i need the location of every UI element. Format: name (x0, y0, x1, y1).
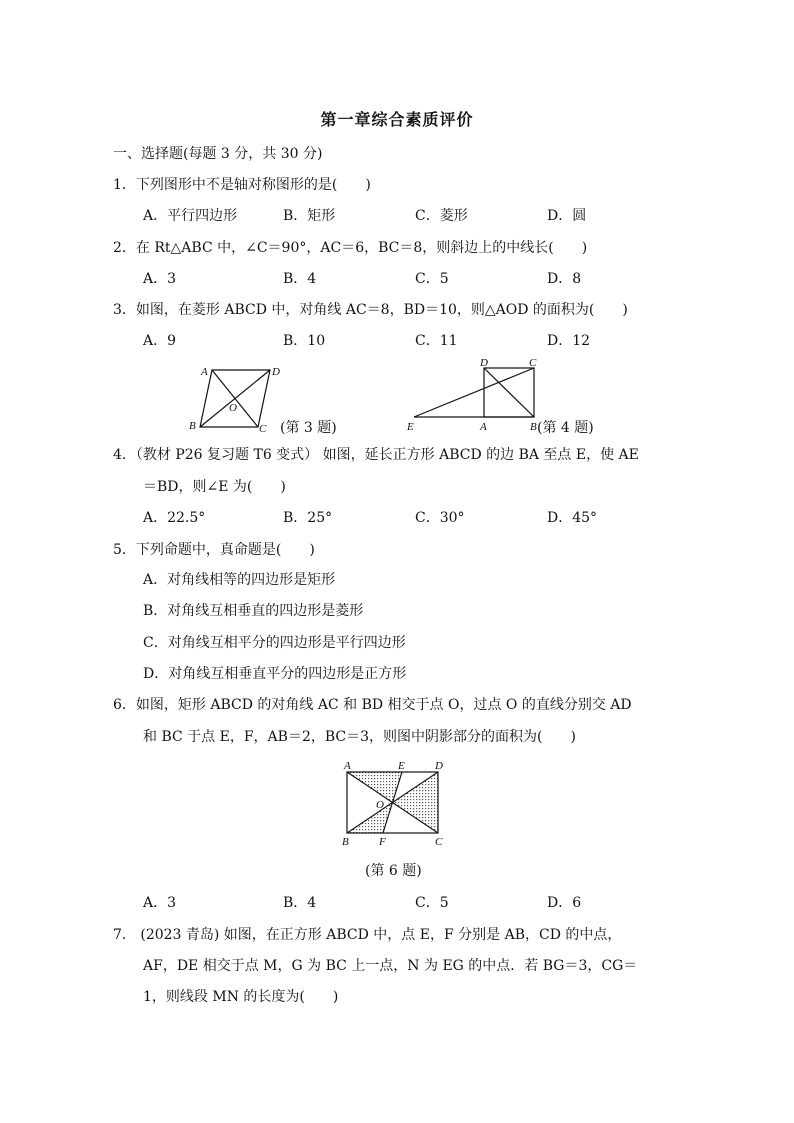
fig6-label-d: D (435, 760, 443, 772)
q6-option-c[interactable]: C．5 (415, 895, 449, 911)
question-6-stem-line1: 6．如图，矩形 ABCD 的对角线 AC 和 BD 相交于点 O，过点 O 的直线分别交 AD (113, 697, 632, 713)
q1-option-d[interactable]: D．圆 (547, 208, 587, 224)
question-6-stem-line2: 和 BC 于点 E，F，AB＝2，BC＝3，则图中阴影部分的面积为( ) (143, 729, 576, 745)
question-4-stem-line1: 4．（教材 P26 复习题 T6 变式） 如图，延长正方形 ABCD 的边 BA 至点 E，使 AE (113, 447, 639, 463)
q5-option-d[interactable]: D．对角线互相垂直平分的四边形是正方形 (143, 666, 407, 682)
page-title: 第一章综合素质评价 (320, 110, 474, 129)
fig4-label-b: B (530, 421, 537, 433)
q4-option-a[interactable]: A．22.5° (143, 510, 206, 526)
q1-option-c[interactable]: C．菱形 (415, 208, 468, 224)
question-7-stem-line1: 7. (2023 青岛) 如图，在正方形 ABCD 中，点 E，F 分别是 AB，CD 的中点， (113, 927, 622, 943)
fig3-label-b: B (189, 420, 196, 432)
fig6-label-b: B (342, 836, 349, 848)
q2-option-c[interactable]: C．5 (415, 271, 449, 287)
q6-option-a[interactable]: A．3 (143, 895, 177, 911)
fig4-label-c: C (529, 357, 537, 369)
q2-option-a[interactable]: A．3 (143, 271, 177, 287)
question-3-stem: 3．如图，在菱形 ABCD 中，对角线 AC＝8，BD＝10，则△AOD 的面积为( ) (113, 302, 628, 318)
question-5-stem: 5．下列命题中，真命题是( ) (113, 542, 315, 558)
q2-option-d[interactable]: D．8 (547, 271, 582, 287)
q1-option-a[interactable]: A．平行四边形 (143, 208, 238, 224)
q3-option-b[interactable]: B．10 (283, 333, 326, 349)
question-7-stem-line3: 1，则线段 MN 的长度为( ) (143, 989, 339, 1005)
question-4-stem-line2: ＝BD，则∠E 为( ) (143, 479, 286, 495)
q1-option-b[interactable]: B．矩形 (283, 208, 336, 224)
section-heading: 一、选择题(每题 3 分，共 30 分) (113, 146, 323, 162)
q6-option-d[interactable]: D．6 (547, 895, 582, 911)
fig3-caption: (第 3 题) (280, 420, 337, 436)
fig6-caption: (第 6 题) (365, 863, 422, 879)
q2-option-b[interactable]: B．4 (283, 271, 317, 287)
fig6-label-f: F (379, 836, 386, 848)
fig6-label-c: C (435, 836, 443, 848)
q3-option-c[interactable]: C．11 (415, 333, 458, 349)
fig6-label-e: E (398, 760, 405, 772)
fig3-label-o: O (229, 402, 237, 414)
fig6-label-o: O (376, 799, 384, 811)
fig3-label-c: C (259, 423, 267, 435)
figure-6-rectangle-shaded (335, 757, 465, 885)
question-2-stem: 2．在 Rt△ABC 中，∠C＝90°，AC＝6，BC＝8，则斜边上的中线长( ) (113, 240, 588, 256)
fig4-label-d: D (480, 357, 488, 369)
fig4-caption: (第 4 题) (537, 420, 594, 436)
q6-option-b[interactable]: B．4 (283, 895, 317, 911)
fig6-label-a: A (344, 760, 351, 772)
fig4-label-e: E (407, 421, 414, 433)
fig3-label-a: A (201, 366, 208, 378)
q5-option-c[interactable]: C．对角线互相平分的四边形是平行四边形 (143, 635, 406, 651)
figure-4-square-extended (400, 355, 610, 440)
q4-option-c[interactable]: C．30° (415, 510, 465, 526)
q3-option-d[interactable]: D．12 (547, 333, 591, 349)
q3-option-a[interactable]: A．9 (143, 333, 177, 349)
fig4-label-a: A (480, 421, 487, 433)
figure-3-rhombus (180, 355, 340, 440)
question-7-stem-line2: AF，DE 相交于点 M，G 为 BC 上一点，N 为 EG 的中点．若 BG＝3，CG＝ (143, 958, 638, 974)
q5-option-a[interactable]: A．对角线相等的四边形是矩形 (143, 572, 336, 588)
q5-option-b[interactable]: B．对角线互相垂直的四边形是菱形 (143, 603, 364, 619)
q4-option-b[interactable]: B．25° (283, 510, 333, 526)
fig3-label-d: D (272, 366, 280, 378)
question-1-stem: 1．下列图形中不是轴对称图形的是( ) (113, 177, 371, 193)
q4-option-d[interactable]: D．45° (547, 510, 598, 526)
